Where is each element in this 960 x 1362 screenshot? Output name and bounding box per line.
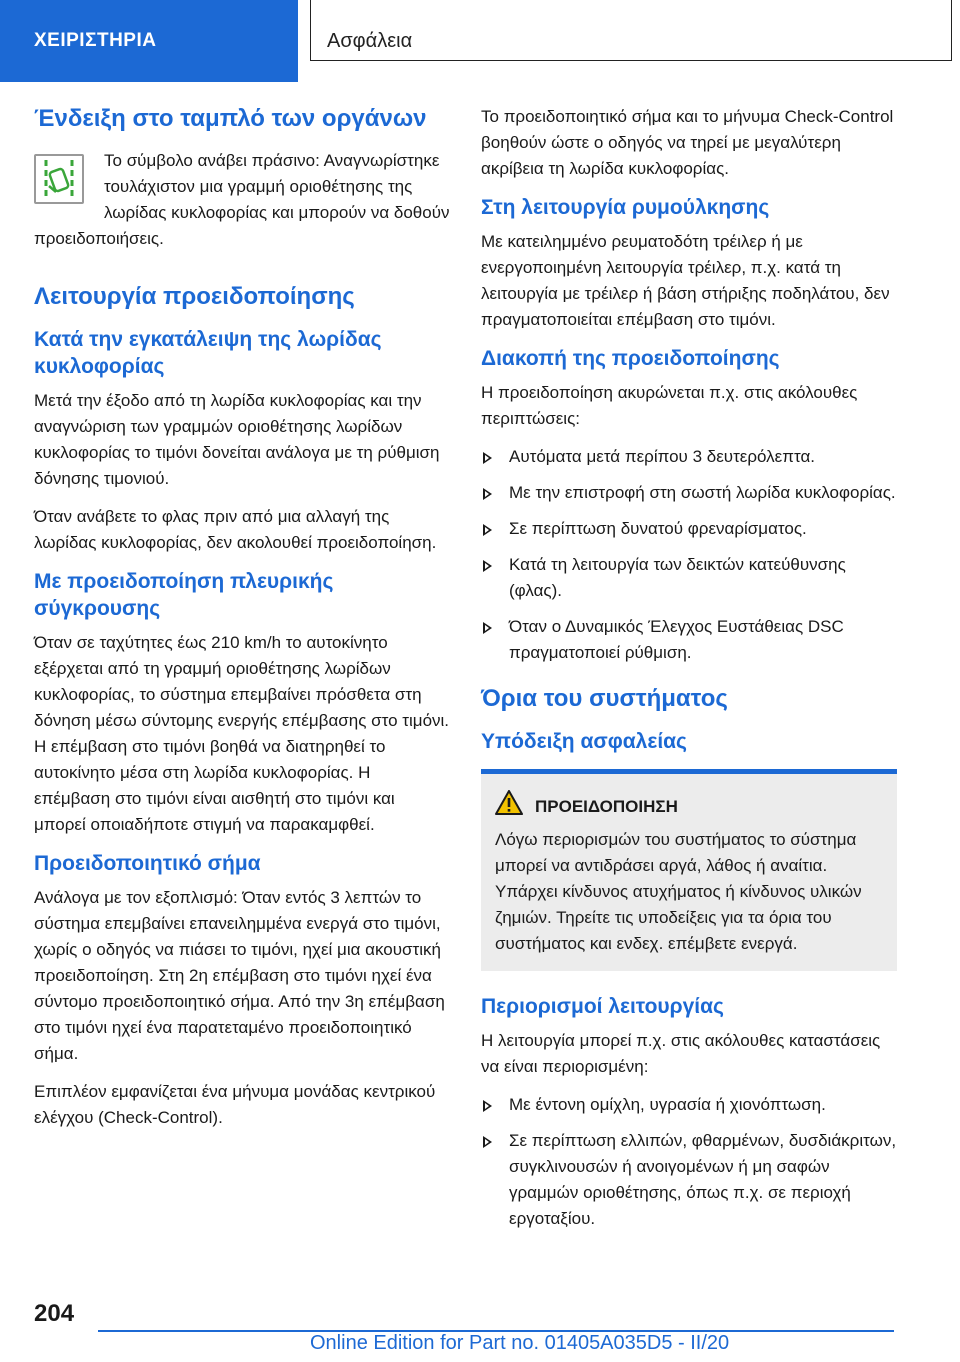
- list-item: Με έντονη ομίχλη, υγρασία ή χιονόπτωση.: [481, 1092, 897, 1118]
- function-limits-list: [481, 1092, 897, 1232]
- list-item: Αυτόματα μετά περίπου 3 δευτερόλεπτα.: [481, 444, 897, 470]
- heading-system-limits: Όρια του συστήματος: [481, 685, 728, 712]
- leaving-paragraph-1: Μετά την έξοδο από τη λωρίδα κυκλοφορίας και την αναγνώριση των γραμμών οριοθέτησης λωρίδων κυκλοφορίας το τιμόνι δονείται ανάλογα με τη ρύθμιση δόνησης τιμονιού.: [34, 391, 440, 488]
- indicator-paragraph: [34, 148, 450, 252]
- warning-triangle-icon: [495, 790, 523, 823]
- section-box: [310, 0, 952, 61]
- manual-chapter-tab: [0, 0, 298, 82]
- warning-text: Λόγω περιορισμών του συστήματος το σύστημα μπορεί να αντιδράσει αργά, λάθος ή αναίτια. Υπάρχει κίνδυνος ατυχήματος ή κίνδυνος υλικών ζημιών. Τηρείτε τις υποδείξεις για τα όρια του συστήματος και ενδεχ. επέμβετε ενεργά.: [495, 830, 862, 953]
- trailer-paragraph: Με κατειλημμένο ρευματοδότη τρέιλερ ή με ενεργοποιημένη λειτουργία τρέιλερ, π.χ. κατά τη λειτουργία με τρέιλερ ή βάση στήριξης ποδηλάτου, δεν πραγματοποιείται επέμβαση στο τιμόνι.: [481, 232, 890, 329]
- interrupt-paragraph: Η προειδοποίηση ακυρώνεται π.χ. στις ακόλουθες περιπτώσεις:: [481, 383, 858, 428]
- warning-signal-continued: Το προειδοποιητικό σήμα και το μήνυμα Check-Control βοηθούν ώστε ο οδηγός να τηρεί με μεγαλύτερη ακρίβεια τη λωρίδα κυκλοφορίας.: [481, 107, 894, 178]
- chapter-label: ΧΕΙΡΙΣΤΗΡΙΑ: [34, 30, 157, 51]
- bullet-triangle-icon: [483, 1100, 492, 1112]
- list-item: Κατά τη λειτουργία των δεικτών κατεύθυνσης (φλας).: [481, 552, 897, 604]
- heading-safety-note: Υπόδειξη ασφαλείας: [481, 730, 687, 753]
- lane-departure-indicator-icon: [34, 154, 84, 204]
- leaving-paragraph-2: Όταν ανάβετε το φλας πριν από μια αλλαγή της λωρίδας κυκλοφορίας, δεν ακολουθεί προειδοποίηση.: [34, 507, 437, 552]
- left-column: [34, 104, 450, 1143]
- bullet-triangle-icon: [483, 452, 492, 464]
- section-label: Ασφάλεια: [327, 30, 413, 52]
- heading-display: Ένδειξη στο ταμπλό των οργάνων: [34, 105, 427, 132]
- list-item: Με την επιστροφή στη σωστή λωρίδα κυκλοφορίας.: [481, 480, 897, 506]
- heading-warning-function: Λειτουργία προειδοποίησης: [34, 283, 355, 310]
- warning-title: ΠΡΟΕΙΔΟΠΟΙΗΣΗ: [535, 796, 678, 816]
- list-item: Σε περίπτωση δυνατού φρεναρίσματος.: [481, 516, 897, 542]
- heading-warning-signal: Προειδοποιητικό σήμα: [34, 852, 261, 875]
- edition-footer: Online Edition for Part no. 01405A035D5 - II/20: [310, 1332, 730, 1354]
- bullet-triangle-icon: [483, 1136, 492, 1148]
- heading-leaving-lane: Κατά την εγκατάλειψη της λωρίδας κυκλοφορίας: [34, 328, 382, 378]
- function-limits-paragraph: Η λειτουργία μπορεί π.χ. στις ακόλουθες καταστάσεις να είναι περιορισμένη:: [481, 1031, 881, 1076]
- page-number: 204: [34, 1300, 75, 1327]
- list-item: Όταν ο Δυναμικός Έλεγχος Ευστάθειας DSC πραγματοποιεί ρύθμιση.: [481, 614, 897, 666]
- warning-signal-paragraph-1: Ανάλογα με τον εξοπλισμό: Όταν εντός 3 λεπτών το σύστημα επεμβαίνει επανειλημμένα ενεργά στο τιμόνι, χωρίς ο οδηγός να πιάσει το τιμόνι, ηχεί μια ακουστική προειδοποίηση. Στη 2η επέμβαση στο τιμόνι ηχεί ένα σύντομο προειδοποιητικό σήμα. Από την 3η επέμβαση στο τιμόνι ηχεί ένα παρατεταμένο προειδοποιητικό σήμα.: [34, 888, 445, 1063]
- bullet-triangle-icon: [483, 524, 492, 536]
- indicator-text: Το σύμβολο ανάβει πράσινο: Αναγνωρίστηκε τουλάχιστον μια γραμμή οριοθέτησης της λωρίδας κυκλοφορίας και μπορούν να δοθούν προειδοποιήσεις.: [34, 151, 450, 248]
- bullet-triangle-icon: [483, 560, 492, 572]
- heading-side-collision: Με προειδοποίηση πλευρικής σύγκρουσης: [34, 570, 334, 620]
- warning-signal-paragraph-2: Επιπλέον εμφανίζεται ένα μήνυμα μονάδας κεντρικού ελέγχου (Check-Control).: [34, 1082, 436, 1127]
- page-header: [0, 0, 960, 82]
- list-item: Σε περίπτωση ελλιπών, φθαρμένων, δυσδιάκριτων, συγκλινουσών ή ανοιγομένων ή μη σαφών γραμμών οριοθέτησης, όπως π.χ. σε περιοχή εργοταξίου.: [481, 1128, 897, 1232]
- heading-interrupt-warning: Διακοπή της προειδοποίησης: [481, 347, 780, 370]
- interrupt-list: [481, 444, 897, 666]
- side-collision-paragraph: Όταν σε ταχύτητες έως 210 km/h το αυτοκίνητο εξέρχεται από τη γραμμή οριοθέτησης λωρίδων κυκλοφορίας, το σύστημα επεμβαίνει πρόσθετα στη δόνηση μέσω σύντομης ενεργής επέμβασης στο τιμόνι. Η επέμβαση στο τιμόνι βοηθά να διατηρηθεί το αυτοκίνητο μέσα στη λωρίδα κυκλοφορίας. Η επέμβαση στο τιμόνι είναι αισθητή στο τιμόνι και μπορεί οποιαδήποτε στιγμή να παρακαμφθεί.: [34, 633, 450, 834]
- bullet-triangle-icon: [483, 488, 492, 500]
- bullet-triangle-icon: [483, 622, 492, 634]
- warning-box: [481, 769, 897, 971]
- heading-function-limits: Περιορισμοί λειτουργίας: [481, 995, 724, 1018]
- warning-title-row: [495, 790, 883, 823]
- heading-trailer-mode: Στη λειτουργία ρυμούλκησης: [481, 196, 770, 219]
- right-column: [481, 104, 897, 1244]
